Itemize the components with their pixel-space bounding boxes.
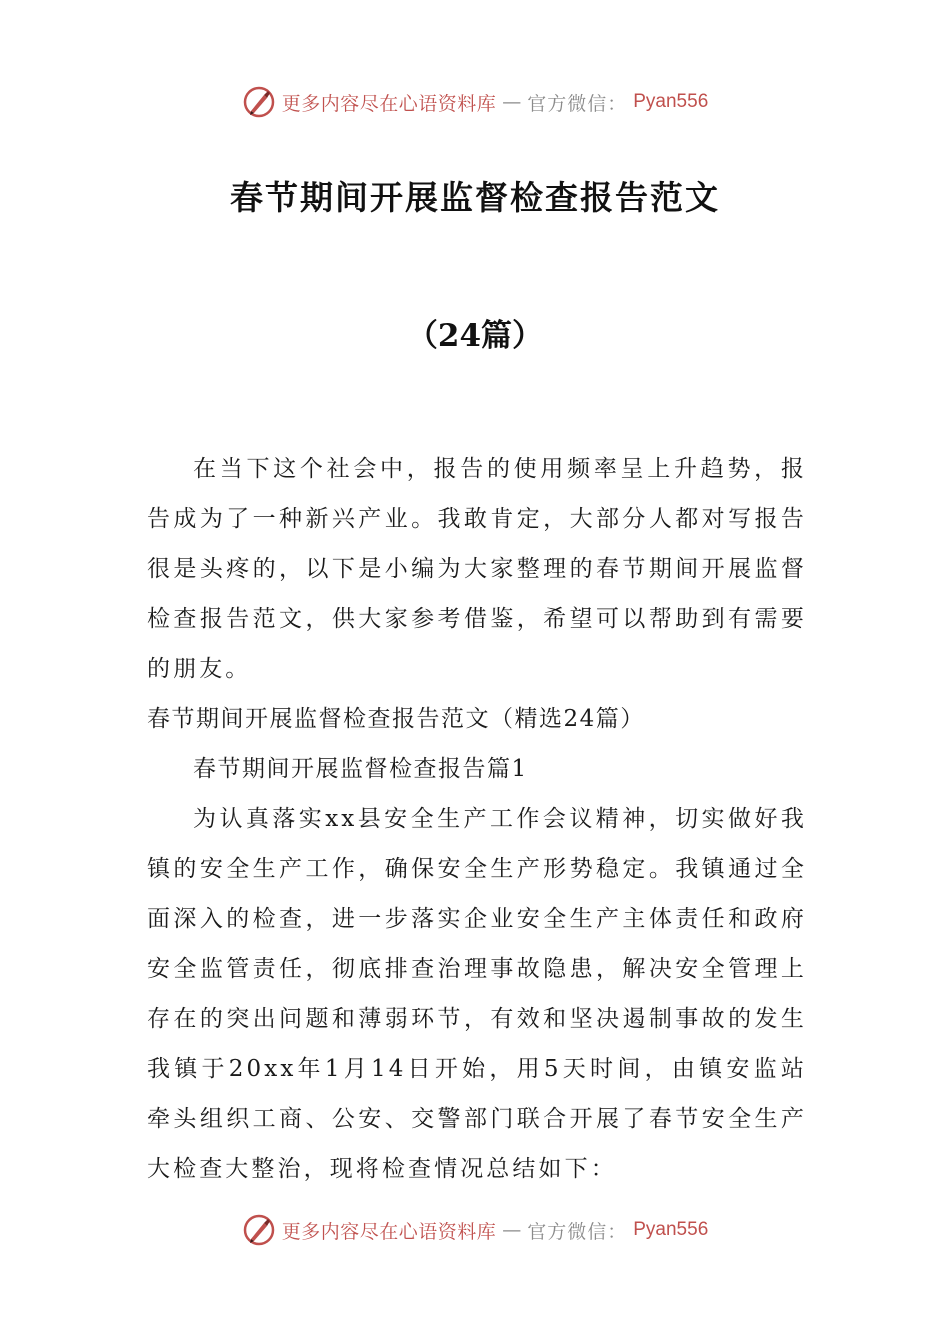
pen-logo-icon: [242, 85, 276, 119]
document-title: 春节期间开展监督检查报告范文: [230, 178, 720, 217]
document-body: [147, 444, 807, 1194]
watermark-text: 更多内容尽在心语资料库: [281, 1220, 497, 1243]
article-paragraph: 为认真落实xx县安全生产工作会议精神，切实做好我镇的安全生产工作，确保安全生产形势稳定。我镇通过全面深入的检查，进一步落实企业安全生产主体责任和政府安全监管责任，彻底排查治理事故隐患，解决安全管理上存在的突出问题和薄弱环节，有效和坚决遏制事故的发生我镇于20xx年1月14日开始，用5天时间，由镇安监站牵头组织工商、公安、交警部门联合开展了春节安全生产大检查大整治，现将检查情况总结如下：: [147, 806, 807, 1182]
watermark-wechat-id: Pyan556: [633, 1219, 709, 1240]
watermark-official-label: 官方微信：: [527, 1220, 628, 1243]
article-heading: 春节期间开展监督检查报告篇1: [193, 756, 528, 782]
watermark-text: 更多内容尽在心语资料库: [281, 92, 497, 115]
watermark-official-label: 官方微信：: [527, 92, 628, 115]
watermark-wechat-id: Pyan556: [633, 91, 709, 112]
watermark-dash: —: [502, 91, 522, 113]
footer-watermark: [0, 1210, 950, 1250]
watermark-dash: —: [502, 1219, 522, 1241]
document-count: （24篇）: [406, 318, 544, 354]
header-watermark: [0, 82, 950, 122]
intro-paragraph: 在当下这个社会中，报告的使用频率呈上升趋势，报告成为了一种新兴产业。我敢肯定，大部分人都对写报告很是头疼的，以下是小编为大家整理的春节期间开展监督检查报告范文，供大家参考借鉴，希望可以帮助到有需要的朋友。: [147, 456, 807, 682]
pen-logo-icon: [242, 1213, 276, 1247]
collection-heading: 春节期间开展监督检查报告范文（精选24篇）: [147, 706, 645, 732]
